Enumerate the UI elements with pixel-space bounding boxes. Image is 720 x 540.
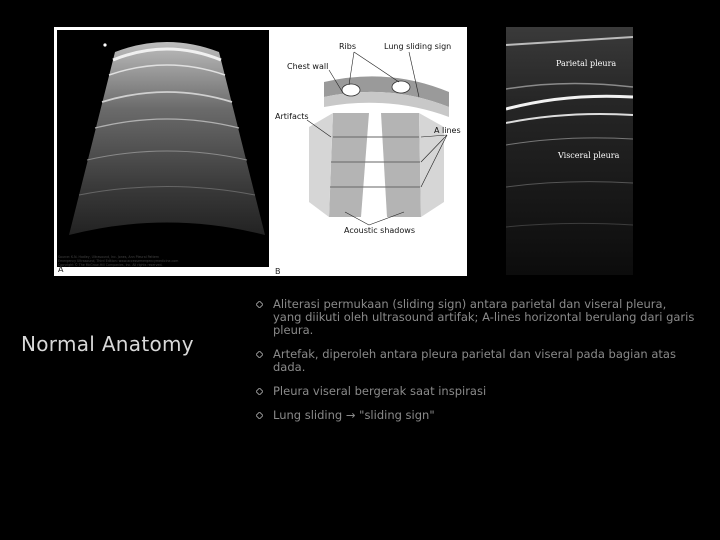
- lung-diagram: [269, 27, 467, 276]
- panel-letter-b: B: [275, 267, 281, 276]
- label-a-lines: A lines: [434, 126, 461, 135]
- label-artifacts: Artifacts: [275, 112, 309, 121]
- label-acoustic-shadows: Acoustic shadows: [344, 226, 415, 235]
- copyright-line: Source: K.N. Hadley, Ultrasound, Inc. Jones, Ann Pleural Pattern: [58, 255, 160, 259]
- diamond-bullet-icon: [256, 301, 263, 308]
- diamond-bullet-icon: [256, 388, 263, 395]
- ultrasound-image-pleura: [506, 27, 633, 275]
- diamond-bullet-icon: [256, 351, 263, 358]
- bullet-text: Aliterasi permukaan (sliding sign) antara parietal dan viseral pleura, yang diikuti oleh ultrasound artifak; A-lines horizontal berulang dari garis pleura.: [273, 297, 695, 337]
- ultrasound-image-a: [57, 30, 269, 267]
- bullet-text: Artefak, diperoleh antara pleura parietal dan viseral pada bagian atas dada.: [273, 347, 676, 374]
- panel-letter-a: A: [58, 265, 64, 274]
- copyright-notice: [58, 255, 228, 267]
- list-item: [256, 385, 696, 398]
- label-chest-wall: Chest wall: [287, 62, 329, 71]
- copyright-line: Emergency Ultrasound, Third Edition: www.accessemergencymedicine.com: [58, 259, 179, 263]
- label-lung-sliding: Lung sliding sign: [384, 42, 452, 51]
- copyright-line: Copyright © The McGraw-Hill Companies, Inc. All rights reserved.: [58, 263, 163, 267]
- list-item: [256, 298, 696, 337]
- list-item: [256, 348, 696, 374]
- slide-title: Normal Anatomy: [21, 332, 194, 356]
- figure-panel: [54, 27, 467, 276]
- bullet-text: Pleura viseral bergerak saat inspirasi: [273, 384, 487, 398]
- list-item: [256, 409, 696, 422]
- label-parietal-pleura: Parietal pleura: [556, 59, 617, 68]
- bullet-list: [256, 298, 696, 433]
- bullet-text: Lung sliding → "sliding sign": [273, 408, 435, 422]
- label-ribs: Ribs: [339, 42, 357, 51]
- diamond-bullet-icon: [256, 412, 263, 419]
- label-visceral-pleura: Visceral pleura: [558, 151, 620, 160]
